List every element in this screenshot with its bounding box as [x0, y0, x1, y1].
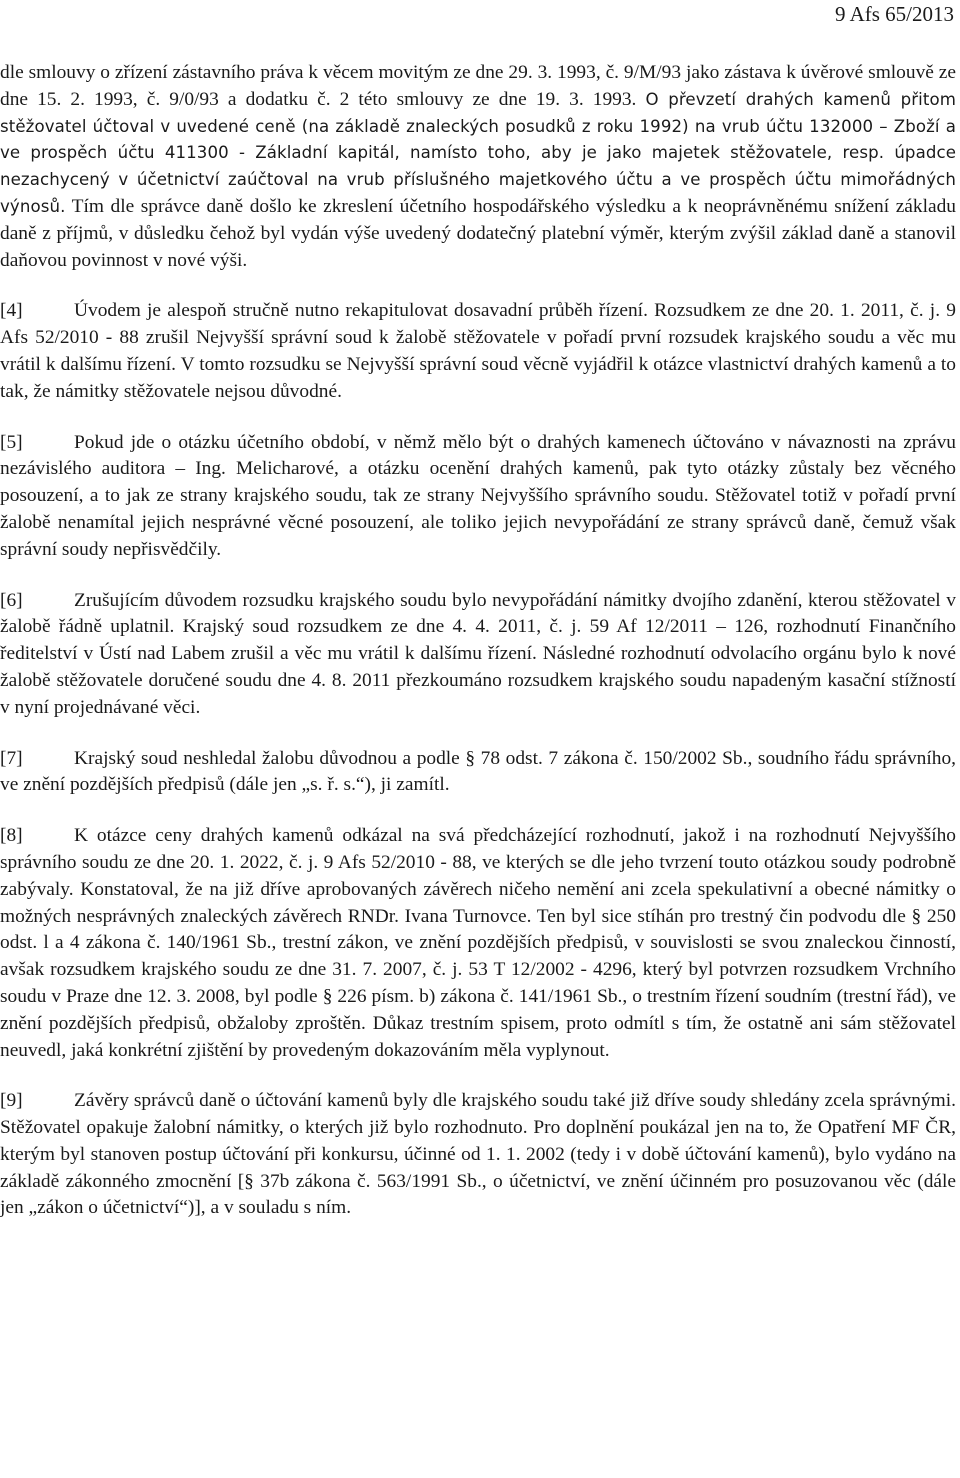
paragraph-5 [0, 430, 956, 564]
case-number-header: 9 Afs 65/2013 [834, 2, 954, 26]
paragraph-number: [4] [0, 300, 23, 322]
paragraph-number: [8] [0, 825, 23, 847]
paragraph-number: [9] [0, 1090, 23, 1112]
paragraph-text: Pokud jde o otázku účetního období, v němž mělo být o drahých kamenech účtováno v návaznosti na zprávu nezávislého auditora – Ing. Melicharové, a otázku ocenění drahých kamenů, pak tyto otázky zůstaly bez věcného posouzení, a to jak ze strany krajského soudu, tak ze strany Nejvyššího správního soudu. Stěžovatel totiž v pořadí první žalobě nenamítal jejich nesprávné věcné posouzení, ale toliko jejich nevypořádání ze strany správců daně, čemuž však správní soudy nepřisvědčily. [0, 431, 956, 560]
paragraph-9 [0, 1088, 956, 1222]
paragraph-7 [0, 746, 956, 800]
paragraph-number: [7] [0, 747, 23, 769]
paragraph-continuation [0, 60, 956, 274]
paragraph-text: dle smlouvy o zřízení zástavního práva k věcem movitým ze dne 29. 3. 1993, č. 9/M/93 jako zástava k úvěrové smlouvě ze dne 15. 2. 1993, č. 9/0/93 a dodatku č. 2 této smlouvy ze dne 19. 3. 1993. [0, 62, 956, 110]
paragraph-text: Závěry správců daně o účtování kamenů byly dle krajského soudu také již dříve soudy shledány zcela správnými. Stěžovatel opakuje žalobní námitky, o kterých již bylo rozhodnuto. Pro doplnění poukázal jen na to, že Opatření MF ČR, kterým byl stanoven postup účtování při konkursu, účinné od 1. 1. 2002 (tedy i v době účtování kamenů), bylo vydáno na základě zákonného zmocnění [§ 37b zákona č. 563/1991 Sb., o účetnictví, ve znění účinném pro posuzovanou věc (dále jen „zákon o účetnictví“)], a v souladu s ním. [0, 1090, 956, 1219]
paragraph-number: [5] [0, 431, 23, 453]
paragraph-6 [0, 588, 956, 722]
paragraph-text: K otázce ceny drahých kamenů odkázal na svá předcházející rozhodnutí, jakož i na rozhodnutí Nejvyššího správního soudu ze dne 20. 1. 2022, č. j. 9 Afs 52/2010 - 88, ve kterých se dle jeho tvrzení touto otázkou soudy podrobně zabývaly. Konstatoval, že na již dříve aprobovaných závěrech ničeho nemění ani zcela spekulativní a obecné námitky o možných nesprávných znaleckých závěrech RNDr. Ivana Turnovce. Ten byl sice stíhán pro trestný čin podvodu dle § 250 odst. l a 4 zákona č. 140/1961 Sb., trestní zákon, ve znění pozdějších předpisů, v souvislosti se svou znaleckou činností, avšak rozsudkem krajského soudu ze dne 31. 7. 2007, č. j. 53 T 12/2002 - 4296, který byl potvrzen rozsudkem Vrchního soudu v Praze dne 12. 3. 2008, byl podle § 226 písm. b) zákona č. 141/1961 Sb., o trestním řízení soudním (trestní řád), ve znění pozdějších předpisů, obžaloby zproštěn. Důkaz trestním spisem, proto odmítl s tím, že ostatně ani sám stěžovatel neuvedl, jaká konkrétní zjištění by provedeným dokazováním měla vyplynout. [0, 825, 956, 1061]
paragraph-text: Krajský soud neshledal žalobu důvodnou a podle § 78 odst. 7 zákona č. 150/2002 Sb., soudního řádu správního, ve znění pozdějších předpisů (dále jen „s. ř. s.“), ji zamítl. [0, 747, 956, 796]
paragraph-text: Zrušujícím důvodem rozsudku krajského soudu bylo nevypořádání námitky dvojího zdanění, kterou stěžovatel v žalobě řádně uplatnil. Krajský soud rozsudkem ze dne 4. 4. 2011, č. j. 59 Af 12/2011 – 126, rozhodnutí Finančního ředitelství v Ústí nad Labem zrušil a věc mu vrátil k dalšímu řízení. Následné rozhodnutí odvolacího orgánu bylo k nové žalobě stěžovatele doručené soudu dne 4. 8. 2011 přezkoumáno rozsudkem krajského soudu napadeným kasační stížností v nyní projednávané věci. [0, 589, 956, 718]
document-body [0, 60, 956, 1246]
paragraph-text-quoted: O převzetí drahých kamenů přitom stěžovatel účtoval v uvedené ceně (na základě znaleckých posudků z roku 1992) na vrub účtu 132000 – Zboží a ve prospěch účtu 411300 - Základní kapitál, namísto toho, aby je jako majetek stěžovatele, resp. úpadce nezachycený v účetnictví zaúčtoval na vrub příslušného majetkového účtu a ve prospěch účtu mimořádných výnosů. [0, 89, 956, 216]
paragraph-8 [0, 823, 956, 1064]
paragraph-number: [6] [0, 589, 23, 611]
paragraph-4 [0, 298, 956, 405]
paragraph-text: Úvodem je alespoň stručně nutno rekapitulovat dosavadní průběh řízení. Rozsudkem ze dne 20. 1. 2011, č. j. 9 Afs 52/2010 - 88 zrušil Nejvyšší správní soud k žalobě stěžovatele v pořadí první rozsudek krajského soudu a věc mu vrátil k dalšímu řízení. V tomto rozsudku se Nejvyšší správní soud věcně vyjádřil k otázce vlastnictví drahých kamenů a to tak, že námitky stěžovatele nejsou důvodné. [0, 300, 956, 402]
paragraph-text: Tím dle správce daně došlo ke zkreslení účetního hospodářského výsledku a k neoprávněnému snížení základu daně z příjmů, v důsledku čehož byl vydán výše uvedený dodatečný platební výměr, kterým zvýšil základ daně a stanovil daňovou povinnost v nové výši. [0, 195, 956, 271]
